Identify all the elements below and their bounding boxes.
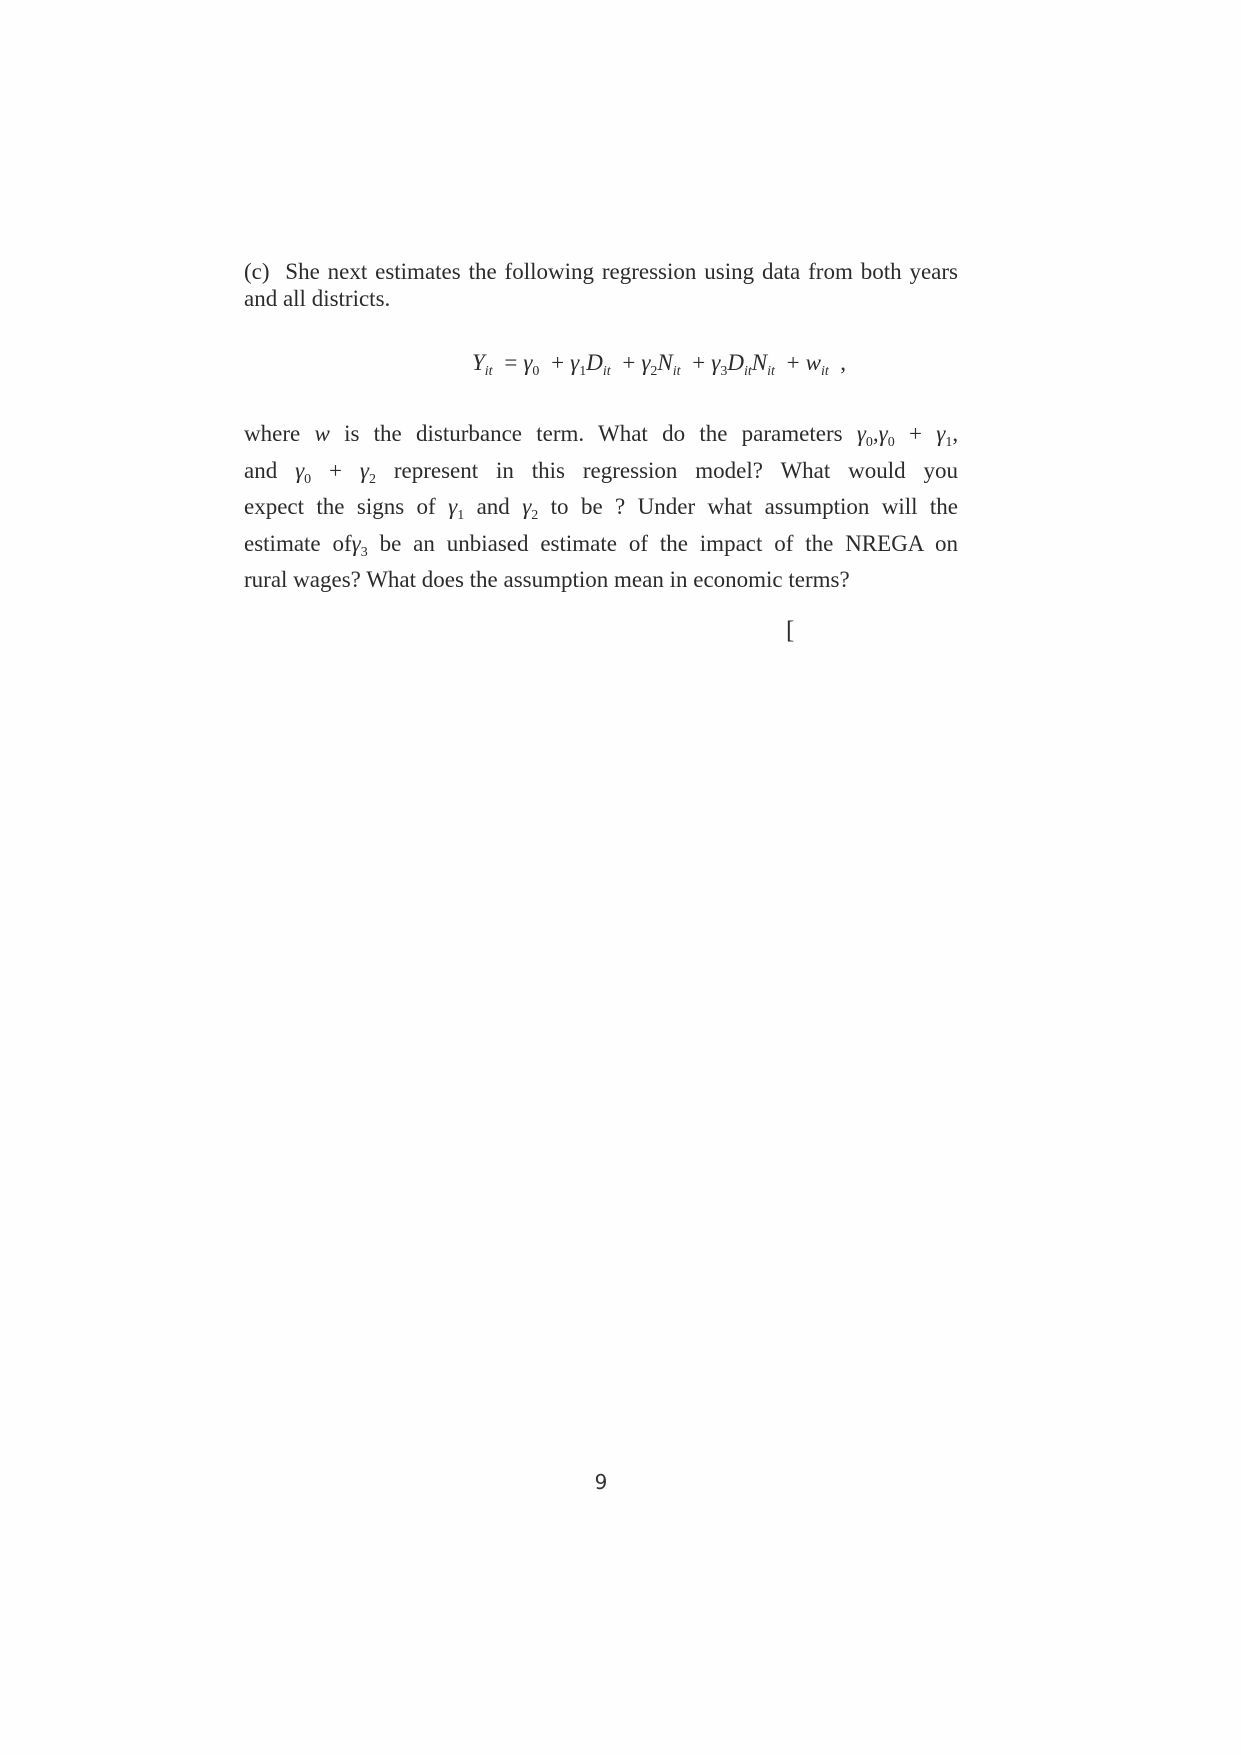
body-line-2: [244, 453, 958, 490]
body-l1-end: ,: [952, 421, 959, 446]
eq-equals: =: [504, 350, 518, 375]
body-l3-gamma1-wrap: [448, 494, 465, 523]
body-l1-a: where: [244, 421, 301, 446]
question-label: (c): [244, 259, 270, 284]
body-l2-b: represent in this regression model? What would you: [393, 457, 958, 483]
eq-n: N: [657, 350, 673, 375]
regression-equation: [472, 350, 846, 379]
body-l3-c: to be ? Under what assumption will the: [550, 494, 959, 519]
eq-gamma0: γ: [523, 350, 533, 375]
body-l4-b: be an unbiased estimate of the impact of the NREGA on: [379, 530, 959, 556]
eq-d-sub: it: [602, 364, 611, 379]
body-l4-gamma3-sub: 3: [360, 544, 368, 560]
body-l2-a: and: [244, 457, 278, 483]
eq-n2: N: [751, 350, 768, 375]
eq-plus-1: +: [551, 350, 565, 375]
eq-gamma2: γ: [641, 350, 651, 375]
body-l2-gamma0: γ: [295, 457, 305, 483]
eq-w: w: [805, 350, 821, 375]
question-intro: [244, 258, 958, 312]
body-l3-gamma1: γ: [448, 494, 458, 519]
body-line-5: rural wages? What does the assumption mean in economic terms?: [244, 567, 850, 592]
body-l3-a: expect the signs of: [244, 494, 436, 519]
eq-d: D: [586, 350, 603, 375]
body-l3-b: and: [476, 494, 510, 519]
body-l1-w: w: [314, 421, 330, 446]
body-l4-a: estimate of: [244, 530, 352, 556]
question-body: [244, 416, 958, 599]
eq-trailing-comma: ,: [840, 350, 846, 375]
eq-d2: D: [727, 350, 744, 375]
eq-w-sub: it: [820, 364, 829, 379]
page-number: 9: [594, 1470, 608, 1494]
eq-gamma2-sub: 2: [650, 364, 658, 379]
question-intro-text: She next estimates the following regression using data from both years and all districts.: [244, 259, 959, 311]
eq-n2-sub: it: [767, 364, 775, 379]
marks-bracket: [: [786, 617, 795, 644]
eq-d2-sub: it: [743, 364, 752, 379]
body-l1-gamma0: γ: [856, 421, 866, 446]
eq-plus-3: +: [692, 350, 706, 375]
eq-gamma1: γ: [570, 350, 580, 375]
body-l1-gamma1-sub: 1: [945, 435, 953, 450]
body-l1-params: [856, 421, 959, 450]
body-l4-gamma3: γ: [351, 530, 361, 556]
body-line-1: [244, 416, 958, 453]
eq-n-sub: it: [672, 364, 681, 379]
eq-plus-2: +: [622, 350, 636, 375]
body-l3-gamma1-sub: 1: [457, 508, 465, 523]
eq-plus-4: +: [786, 350, 800, 375]
body-l4-gamma3-wrap: [351, 530, 368, 560]
eq-lhs: Y: [472, 350, 485, 375]
eq-gamma0-sub: 0: [532, 364, 540, 379]
body-l3-gamma2: γ: [522, 494, 532, 519]
body-l1-comma: ,: [872, 421, 879, 446]
eq-gamma3-sub: 3: [720, 364, 728, 379]
body-l1-gamma0b-sub: 0: [887, 435, 895, 450]
body-l2-gamma2-sub: 2: [368, 471, 376, 487]
eq-gamma3: γ: [711, 350, 721, 375]
eq-gamma1-sub: 1: [579, 364, 587, 379]
body-l1-plus: +: [909, 421, 922, 446]
body-l1-gamma0b: γ: [878, 421, 888, 446]
body-l1-b: is the disturbance term. What do the parameters: [344, 421, 843, 446]
body-l2-gamma2: γ: [359, 457, 369, 483]
body-l2-plus: +: [329, 457, 343, 483]
body-l3-gamma2-sub: 2: [531, 508, 539, 523]
body-l3-gamma2-wrap: [522, 494, 539, 523]
body-line-4: [244, 526, 958, 563]
body-l1-gamma0-sub: 0: [865, 435, 873, 450]
eq-lhs-sub: it: [484, 364, 493, 379]
body-line-3: [244, 489, 958, 526]
body-l2-params: [295, 457, 376, 487]
body-l2-gamma0-sub: 0: [304, 471, 312, 487]
body-l1-gamma1: γ: [936, 421, 946, 446]
